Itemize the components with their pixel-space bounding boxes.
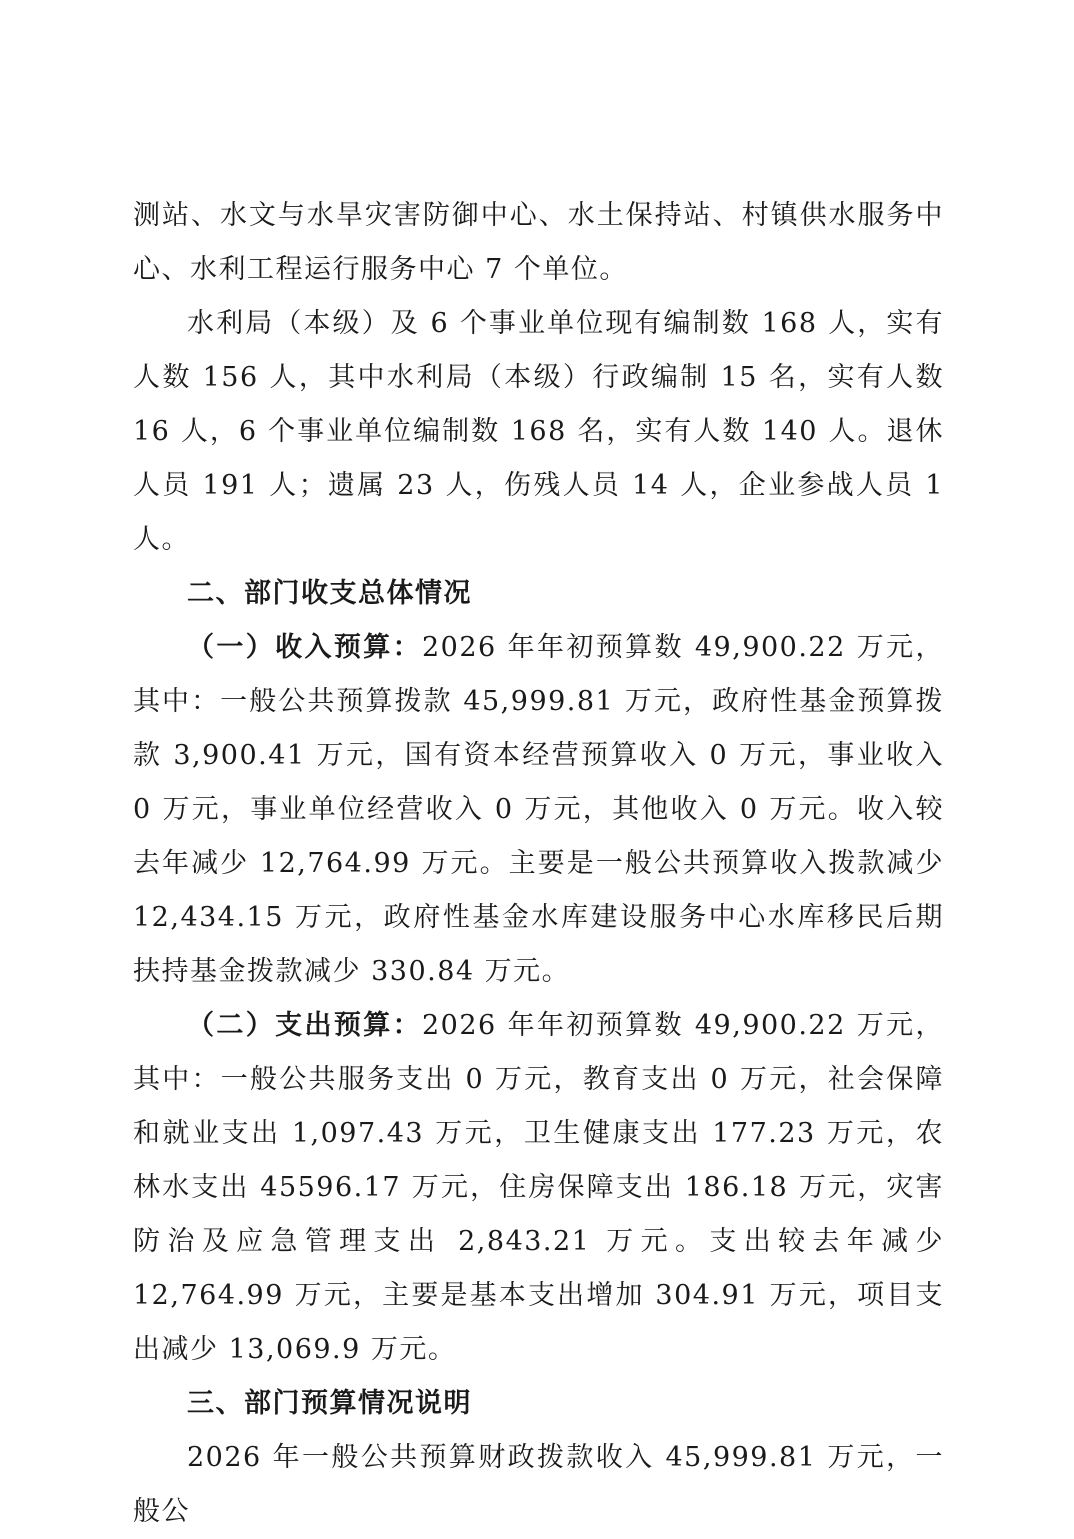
subheading-label: （一）收入预算： [187,632,422,663]
heading-text: 二、部门收支总体情况 [187,578,472,609]
document-body [133,189,944,1539]
paragraph-text: 水利局（本级）及 6 个事业单位现有编制数 168 人，实有人数 156 人，其中水利局（本级）行政编制 15 名，实有人数 16 人，6 个事业单位编制数 168 名，实有人数 140 人。退休人员 191 人；遗属 23 人，伤残人员 14 人，企业参战人员 1 人。 [133,308,944,555]
paragraph-text: 2026 年年初预算数 49,900.22 万元，其中：一般公共服务支出 0 万元，教育支出 0 万元，社会保障和就业支出 1,097.43 万元，卫生健康支出 177.23 万元，农林水支出 45596.17 万元，住房保障支出 186.18 万元，灾害防治及应急管理支出 2,843.21 万元。支出较去年减少 12,764.99 万元，主要是基本支出增加 304.91 万元，项目支出减少 13,069.9 万元。 [133,1010,944,1365]
paragraph-general-budget [133,1431,944,1539]
paragraph-expenditure-budget [133,999,944,1377]
paragraph-text: 2026 年年初预算数 49,900.22 万元，其中：一般公共预算拨款 45,999.81 万元，政府性基金预算拨款 3,900.41 万元，国有资本经营预算收入 0 万元，事业收入 0 万元，事业单位经营收入 0 万元，其他收入 0 万元。收入较去年减少 12,764.99 万元。主要是一般公共预算收入拨款减少 12,434.15 万元，政府性基金水库建设服务中心水库移民后期扶持基金拨款减少 330.84 万元。 [133,632,944,987]
paragraph-text: 2026 年一般公共预算财政拨款收入 45,999.81 万元，一般公 [133,1442,944,1527]
section-heading-revenue-expenditure [133,567,944,621]
paragraph-staffing [133,297,944,567]
paragraph-units-list [133,189,944,297]
paragraph-text: 测站、水文与水旱灾害防御中心、水土保持站、村镇供水服务中心、水利工程运行服务中心 7 个单位。 [133,200,944,285]
paragraph-revenue-budget [133,621,944,999]
subheading-label: （二）支出预算： [187,1010,422,1041]
section-heading-budget-explanation [133,1377,944,1431]
heading-text: 三、部门预算情况说明 [187,1388,472,1419]
